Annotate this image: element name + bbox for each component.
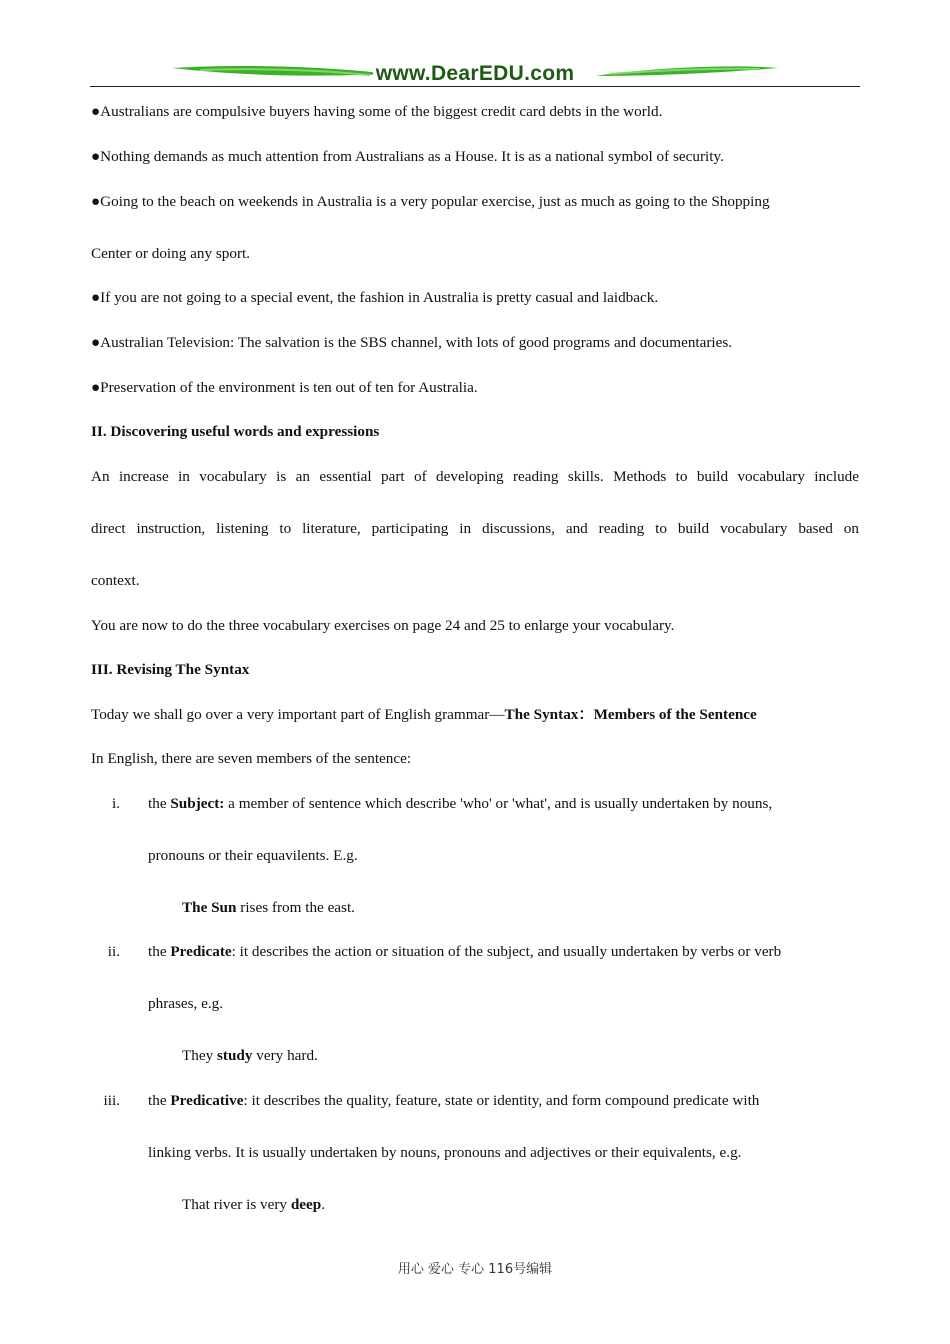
section-heading: II. Discovering useful words and expressions	[91, 423, 380, 440]
bullet-line: ●If you are not going to a special event, the fashion in Australia is pretty casual and laidback.	[91, 289, 659, 306]
paragraph-line: An increase in vocabulary is an essential part of developing reading skills. Methods to build vocabulary include	[91, 468, 859, 485]
header-rule	[90, 86, 860, 87]
intro-line	[91, 705, 859, 725]
site-logo-text: www.DearEDU.com	[90, 62, 860, 86]
page-footer: 用心 爱心 专心 116号编辑	[397, 1262, 553, 1277]
list-item-line: the Subject: a member of sentence which describe 'who' or 'what', and is usually undertaken by nouns,	[148, 795, 773, 812]
list-item-line: the Predicate: it describes the action or situation of the subject, and usually undertaken by verbs or verb	[148, 943, 782, 960]
section-heading: III. Revising The Syntax	[91, 661, 250, 678]
instruction-text: You are now to do the three vocabulary exercises on page 24 and 25 to enlarge your vocabulary.	[91, 617, 675, 634]
list-number: iii.	[103, 1092, 120, 1109]
bullet-line: ●Nothing demands as much attention from Australians as a House. It is as a national symbol of security.	[91, 148, 724, 165]
term-bold: Subject:	[170, 795, 225, 812]
paragraph-line: direct instruction, listening to literature, participating in discussions, and reading to build vocabulary based on	[91, 520, 859, 537]
members-intro: In English, there are seven members of the sentence:	[91, 750, 412, 767]
bullet-line-continuation: Center or doing any sport.	[91, 245, 251, 262]
intro-text: Today we shall go over a very important part of English grammar—	[91, 706, 505, 723]
term-bold: Predicate	[170, 943, 232, 960]
bullet-line: ●Going to the beach on weekends in Australia is a very popular exercise, just as much as going to the Shopping	[91, 193, 770, 210]
bullet-line: ●Australian Television: The salvation is the SBS channel, with lots of good programs and documentaries.	[91, 334, 733, 351]
intro-bold: The Syntax：Members of the Sentence	[504, 706, 757, 723]
list-item-line: pronouns or their equavilents. E.g.	[148, 847, 358, 864]
bullet-line: ●Australians are compulsive buyers having some of the biggest credit card debts in the world.	[91, 103, 663, 120]
example-sentence: The Sun rises from the east.	[182, 899, 355, 916]
example-sentence: They study very hard.	[182, 1047, 318, 1064]
paragraph-line: context.	[91, 572, 140, 589]
list-number: i.	[111, 795, 120, 812]
page-header	[90, 60, 860, 90]
term-bold: Predicative	[170, 1092, 244, 1109]
list-number: ii.	[107, 943, 120, 960]
example-sentence: That river is very deep.	[182, 1196, 325, 1213]
list-item-line: the Predicative: it describes the quality, feature, state or identity, and form compound predicate with	[148, 1092, 760, 1109]
bullet-line: ●Preservation of the environment is ten out of ten for Australia.	[91, 379, 478, 396]
list-item-line: phrases, e.g.	[148, 995, 224, 1012]
list-item-line: linking verbs. It is usually undertaken by nouns, pronouns and adjectives or their equivalents, e.g.	[148, 1144, 742, 1161]
